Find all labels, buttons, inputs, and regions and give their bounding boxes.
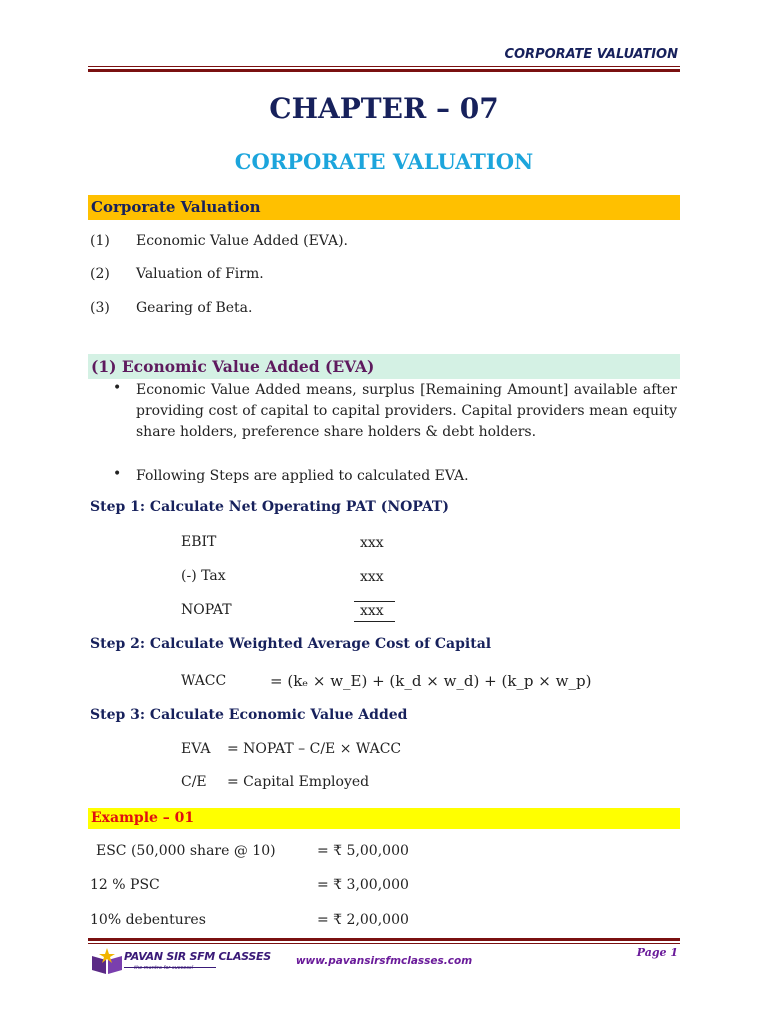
total-underline: [354, 621, 395, 622]
nopat-row-label: EBIT: [181, 534, 217, 550]
logo-text: PAVAN SIR SFM CLASSES: [124, 950, 271, 963]
example-row-label: ESC (50,000 share @ 10): [96, 843, 276, 859]
wacc-formula: = (kₑ × w_E) + (k_d × w_d) + (k_p × w_p): [270, 672, 592, 690]
list-item-text: Gearing of Beta.: [136, 300, 253, 316]
total-overline: [354, 601, 395, 602]
nopat-row-label: (-) Tax: [181, 568, 226, 584]
step2-heading: Step 2: Calculate Weighted Average Cost of Capital: [90, 636, 492, 652]
eva-formula-label: EVA: [181, 741, 211, 757]
ce-value: = Capital Employed: [227, 774, 370, 790]
section-heading-corporate-valuation: Corporate Valuation: [88, 195, 680, 220]
list-item-number: (3): [90, 300, 110, 316]
list-item-text: Economic Value Added (EVA).: [136, 233, 348, 249]
chapter-subtitle: CORPORATE VALUATION: [234, 149, 534, 174]
page-number: Page 1: [636, 946, 678, 959]
logo-tagline: the mantra for success!: [134, 965, 194, 971]
nopat-row-value: xxx: [360, 535, 384, 551]
step3-heading: Step 3: Calculate Economic Value Added: [90, 707, 408, 723]
eva-steps-intro: Following Steps are applied to calculated EVA.: [136, 468, 469, 484]
example-row-value: = ₹ 2,00,000: [317, 912, 409, 928]
example-row-value: = ₹ 5,00,000: [317, 843, 409, 859]
example-row-label: 12 % PSC: [90, 877, 160, 893]
footer-website-link[interactable]: www.pavansirsfmclasses.com: [295, 955, 473, 967]
chapter-title: CHAPTER – 07: [269, 92, 499, 125]
footer-rule-thick: [88, 938, 680, 941]
section-heading-eva: (1) Economic Value Added (EVA): [88, 354, 680, 379]
header-rule-thick: [88, 69, 680, 72]
header-rule-thin: [88, 66, 680, 67]
step1-heading: Step 1: Calculate Net Operating PAT (NOPAT): [90, 499, 449, 515]
list-item-number: (1): [90, 233, 110, 249]
running-header-title: CORPORATE VALUATION: [504, 47, 678, 62]
bullet-icon: •: [113, 466, 122, 482]
list-item-number: (2): [90, 266, 110, 282]
example-heading: Example – 01: [88, 808, 680, 829]
nopat-row-value: xxx: [360, 603, 384, 619]
bullet-icon: •: [113, 380, 122, 396]
list-item-text: Valuation of Firm.: [136, 266, 264, 282]
nopat-row-value: xxx: [360, 569, 384, 585]
eva-definition-paragraph: Economic Value Added means, surplus [Remaining Amount] available after providing cost of capital to capital providers. Capital providers mean equity share holders, preference share holders & debt holders.: [136, 382, 677, 440]
ce-label: C/E: [181, 774, 207, 790]
footer-rule-thin: [88, 943, 680, 944]
wacc-label: WACC: [181, 673, 227, 689]
eva-formula-value: = NOPAT – C/E × WACC: [227, 741, 402, 757]
example-row-value: = ₹ 3,00,000: [317, 877, 409, 893]
example-row-label: 10% debentures: [90, 912, 206, 928]
nopat-row-label: NOPAT: [181, 602, 232, 618]
